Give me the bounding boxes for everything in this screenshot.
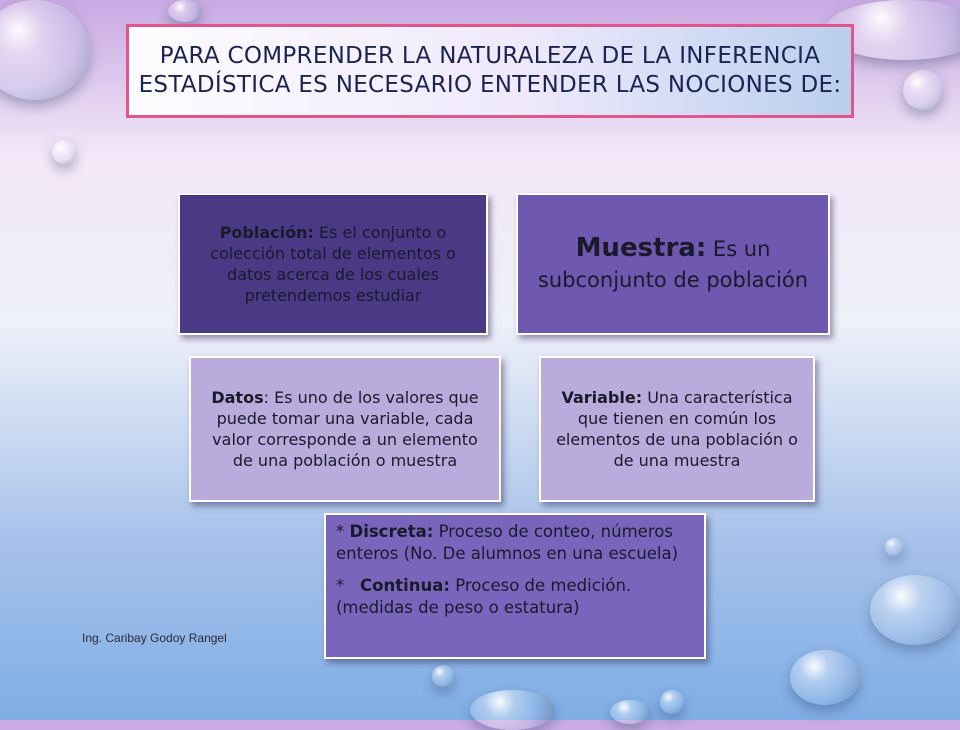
term-continua: Continua: [360,576,450,595]
item-continua [336,575,694,619]
definition-muestra: Es un subconjunto de población [537,236,809,292]
title-line-2: ESTADÍSTICA ES NECESARIO ENTENDER LAS NOCIONES DE: [138,72,842,98]
card-variable [539,356,815,502]
card-muestra-text [528,233,818,296]
author-credit: Ing. Caribay Godoy Rangel [82,631,227,645]
water-drop-icon [885,538,903,556]
definition-continua: Proceso de medición. (medidas de peso o estatura) [336,576,637,617]
definition-discreta: Proceso de conteo, números enteros (No. De alumnos en una escuela) [336,522,679,563]
card-variable-text [551,387,803,471]
term-datos: Datos [211,388,264,407]
water-drop-icon [168,0,202,22]
card-poblacion [178,193,488,335]
water-drop-icon [870,575,960,645]
term-poblacion: Población: [219,223,314,242]
water-drop-icon [903,70,943,110]
term-variable: Variable: [561,388,643,407]
card-variable-types [324,513,706,659]
card-muestra [516,193,830,335]
water-drop-icon [0,0,90,100]
item-discreta [336,521,694,565]
water-drop-icon [660,690,684,714]
water-drop-icon [790,650,860,705]
water-drop-icon [610,700,650,724]
water-drop-icon [470,690,555,730]
water-drop-icon [432,665,454,687]
card-poblacion-text [190,222,476,306]
card-datos-text [201,387,489,471]
water-drop-icon [52,140,76,164]
definition-datos: : Es uno de los valores que puede tomar una variable, cada valor corresponde a un elemento de una población o muestra [212,388,479,470]
definition-variable: Una característica que tienen en común los elementos de una población o de una muestra [556,388,798,470]
term-discreta: Discreta: [349,522,434,541]
bullet-discreta: * [336,522,350,541]
title-line-1: PARA COMPRENDER LA NATURALEZA DE LA INFERENCIA [159,43,821,69]
slide-title [126,24,854,118]
card-datos [189,356,501,502]
term-muestra: Muestra: [575,232,707,263]
definition-poblacion: Es el conjunto o colección total de elementos o datos acerca de los cuales pretendemos estudiar [210,223,456,305]
title-text [139,42,842,100]
bullet-continua: * [336,576,360,595]
